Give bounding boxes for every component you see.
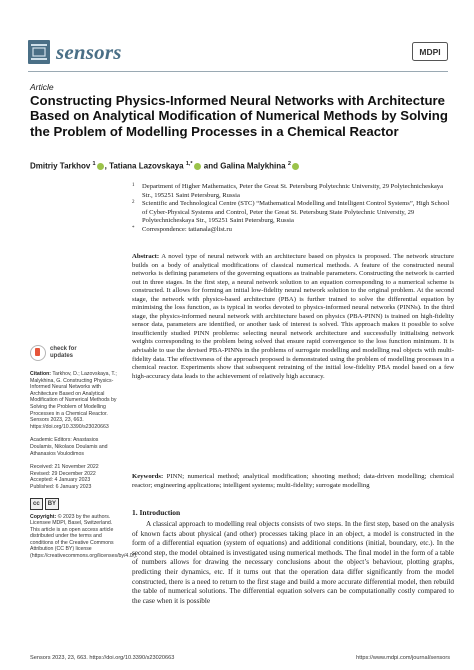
- affiliation-text: Scientific and Technological Centre (STC) “Mathematical Modelling and Intelligent Control Systems”, High School of Cyber-Physical Systems and Control, Peter the Great St. Petersburg State Polytechnic University, 29 Polytechnicheskaya Str., 195251 Saint Petersburg, Russia: [142, 200, 450, 224]
- orcid-icon[interactable]: [194, 163, 201, 170]
- cc-license-badge[interactable]: [30, 498, 120, 510]
- abstract-label: Abstract:: [132, 253, 160, 260]
- section-heading: 1. Introduction: [132, 508, 181, 517]
- header-rule: [28, 71, 448, 72]
- author-affil-mark: 1,*: [185, 161, 193, 167]
- footer-citation[interactable]: Sensors 2023, 23, 663. https://doi.org/10.3390/s23020663: [30, 655, 175, 661]
- svg-text:MDPI: MDPI: [419, 47, 441, 57]
- published-date: Published: 6 January 2023: [30, 483, 92, 490]
- copyright: [30, 513, 138, 560]
- academic-editors: Academic Editors: Anastasios Doulamis, Nikolaos Doulamis and Athanasios Voulodimos: [30, 437, 108, 457]
- updates-line1: check for: [50, 346, 77, 353]
- copyright-text: © 2023 by the authors. Licensee MDPI, Basel, Switzerland. This article is an open access article distributed under the terms and conditions of the Creative Commons Attribution (CC BY) license (https://creativecommons.org/licenses/by/4.0/).: [30, 513, 138, 560]
- author-name[interactable]: Dmitriy Tarkhov: [30, 161, 93, 171]
- revised-date: Revised: 29 December 2022: [30, 470, 96, 477]
- affiliation-mark: 1: [132, 183, 135, 188]
- affiliation-mark: 2: [132, 200, 135, 205]
- updates-line2: updates: [50, 353, 74, 359]
- affiliation: [132, 183, 452, 200]
- keywords-label: Keywords:: [132, 473, 164, 480]
- accepted-date: Accepted: 4 January 2023: [30, 477, 91, 484]
- received-date: Received: 21 November 2022: [30, 464, 99, 471]
- affiliations: [132, 183, 452, 234]
- affiliation: [132, 200, 452, 226]
- author-list: [30, 161, 450, 171]
- sidebar: [30, 345, 138, 567]
- citation: [30, 371, 120, 430]
- dates: [30, 464, 120, 490]
- footer-journal-url[interactable]: https://www.mdpi.com/journal/sensors: [356, 655, 450, 661]
- copyright-label: Copyright:: [30, 513, 57, 520]
- affiliation-mark: *: [132, 225, 135, 231]
- mdpi-logo[interactable]: [412, 42, 448, 61]
- author-name[interactable]: Tatiana Lazovskaya: [109, 161, 186, 171]
- check-for-updates-button[interactable]: [30, 345, 120, 361]
- keywords-text: PINN; numerical method; analytical modification; shooting method; data-driven modelling; chemical reactor; engineering applications; intelligent systems; multi-fidelity; surrogate modelling: [132, 473, 455, 489]
- by-icon: BY: [45, 498, 59, 510]
- author-separator: ,: [104, 161, 110, 171]
- affiliation: [132, 226, 452, 235]
- introduction-body: [132, 520, 454, 606]
- sensors-logo-icon: [28, 40, 50, 64]
- affiliation-text: Department of Higher Mathematics, Peter the Great St. Petersburg Polytechnic University, 29 Polytechnicheskaya Str., 195251 Saint Petersburg, Russia: [142, 183, 444, 199]
- cc-icon: cc: [30, 498, 43, 510]
- citation-label: Citation:: [30, 371, 52, 377]
- orcid-icon[interactable]: [97, 163, 104, 170]
- citation-text[interactable]: Tarkhov, D.; Lazovskaya, T.; Malykhina, G. Constructing Physics-Informed Neural Networks with Architecture Based on Analytical Modification of Numerical Methods by Solving the Problem of Modelling Processes in a Chemical Reactor. Sensors 2023, 23, 663. https://doi.org/10.3390/s23020663: [30, 371, 117, 430]
- journal-header: [28, 40, 448, 66]
- updates-icon: [30, 345, 46, 361]
- intro-paragraph: A classical approach to modelling real objects consists of two steps. In the first step, based on the analysis of known facts about physical (and other) processes taking place in an object, a model is constructed in the form of a differential equation (system of equations) and additional conditions (initial, boundary, etc.). In the second step, the model obtained is investigated using numerical methods. The final model in the form of a table of numbers allows for drawing the necessary conclusions about the object’s behaviour, plotting graphs, predicting their dynamics, etc. If it turns out that the operation data differ significantly from the model constructed, there is a need to return to the first stage and build a more accurate differential model, then rebuild the table of numerical solutions. The differential equation solvers can be computationally costly compared to the case when it is possible: [132, 520, 454, 605]
- affiliation-text: Correspondence: tatianala@list.ru: [142, 225, 232, 233]
- orcid-icon[interactable]: [292, 163, 299, 170]
- abstract-text: A novel type of neural network with an architecture based on physics is proposed. The network structure builds on a body of analytical modifications of classical numerical methods. A feature of the constructed neural networks is defining parameters of the governing equations as trainable parameters. Constructing the network is carried out in three stages. In the first step, a neural network solution to an equation corresponding to a numerical scheme is constructed. It allows for forming an initial low-fidelity neural network solution to the original problem. At the second stage, the network with physics-based architecture (PBA) is further trained to solve the differential equation by minimising the loss function, as is typical in works devoted to physics-informed neural networks (PINNs). In the third stage, the physics-informed neural network with architecture based on physics (PBA-PINN) is trained on high-fidelity sensor data, parameters are identified, or another task of interest is solved. This approach makes it possible to solve insufficiently studied PINN problems: selecting neural network architecture and successfully initialising network weights corresponding to the problem being solved that ensure rapid convergence to the loss function minimum. It is advisable to use the devised PBA-PINNs in the problems of surrogate modelling and modelling real objects with multi-fidelity data. The effectiveness of the approach proposed is demonstrated using the problem of modelling processes in a chemical reactor. Experiments show that subsequent retraining of the initial low-fidelity PBA model based on a few high-accuracy data leads to the achievement of relatively high accuracy.: [132, 253, 454, 380]
- author-name[interactable]: Galina Malykhina: [220, 161, 288, 171]
- article-type: Article: [30, 82, 54, 92]
- journal-name[interactable]: sensors: [56, 40, 122, 64]
- abstract: [132, 253, 454, 381]
- author-separator: and: [201, 161, 221, 171]
- keywords: [132, 473, 454, 490]
- author-affil-mark: 2: [287, 161, 291, 167]
- author-affil-mark: 1: [92, 161, 96, 167]
- article-title: Constructing Physics-Informed Neural Networks with Architecture Based on Analytical Modification of Numerical Methods by Solving the Problem of Modelling Processes in a Chemical Reactor: [30, 93, 448, 139]
